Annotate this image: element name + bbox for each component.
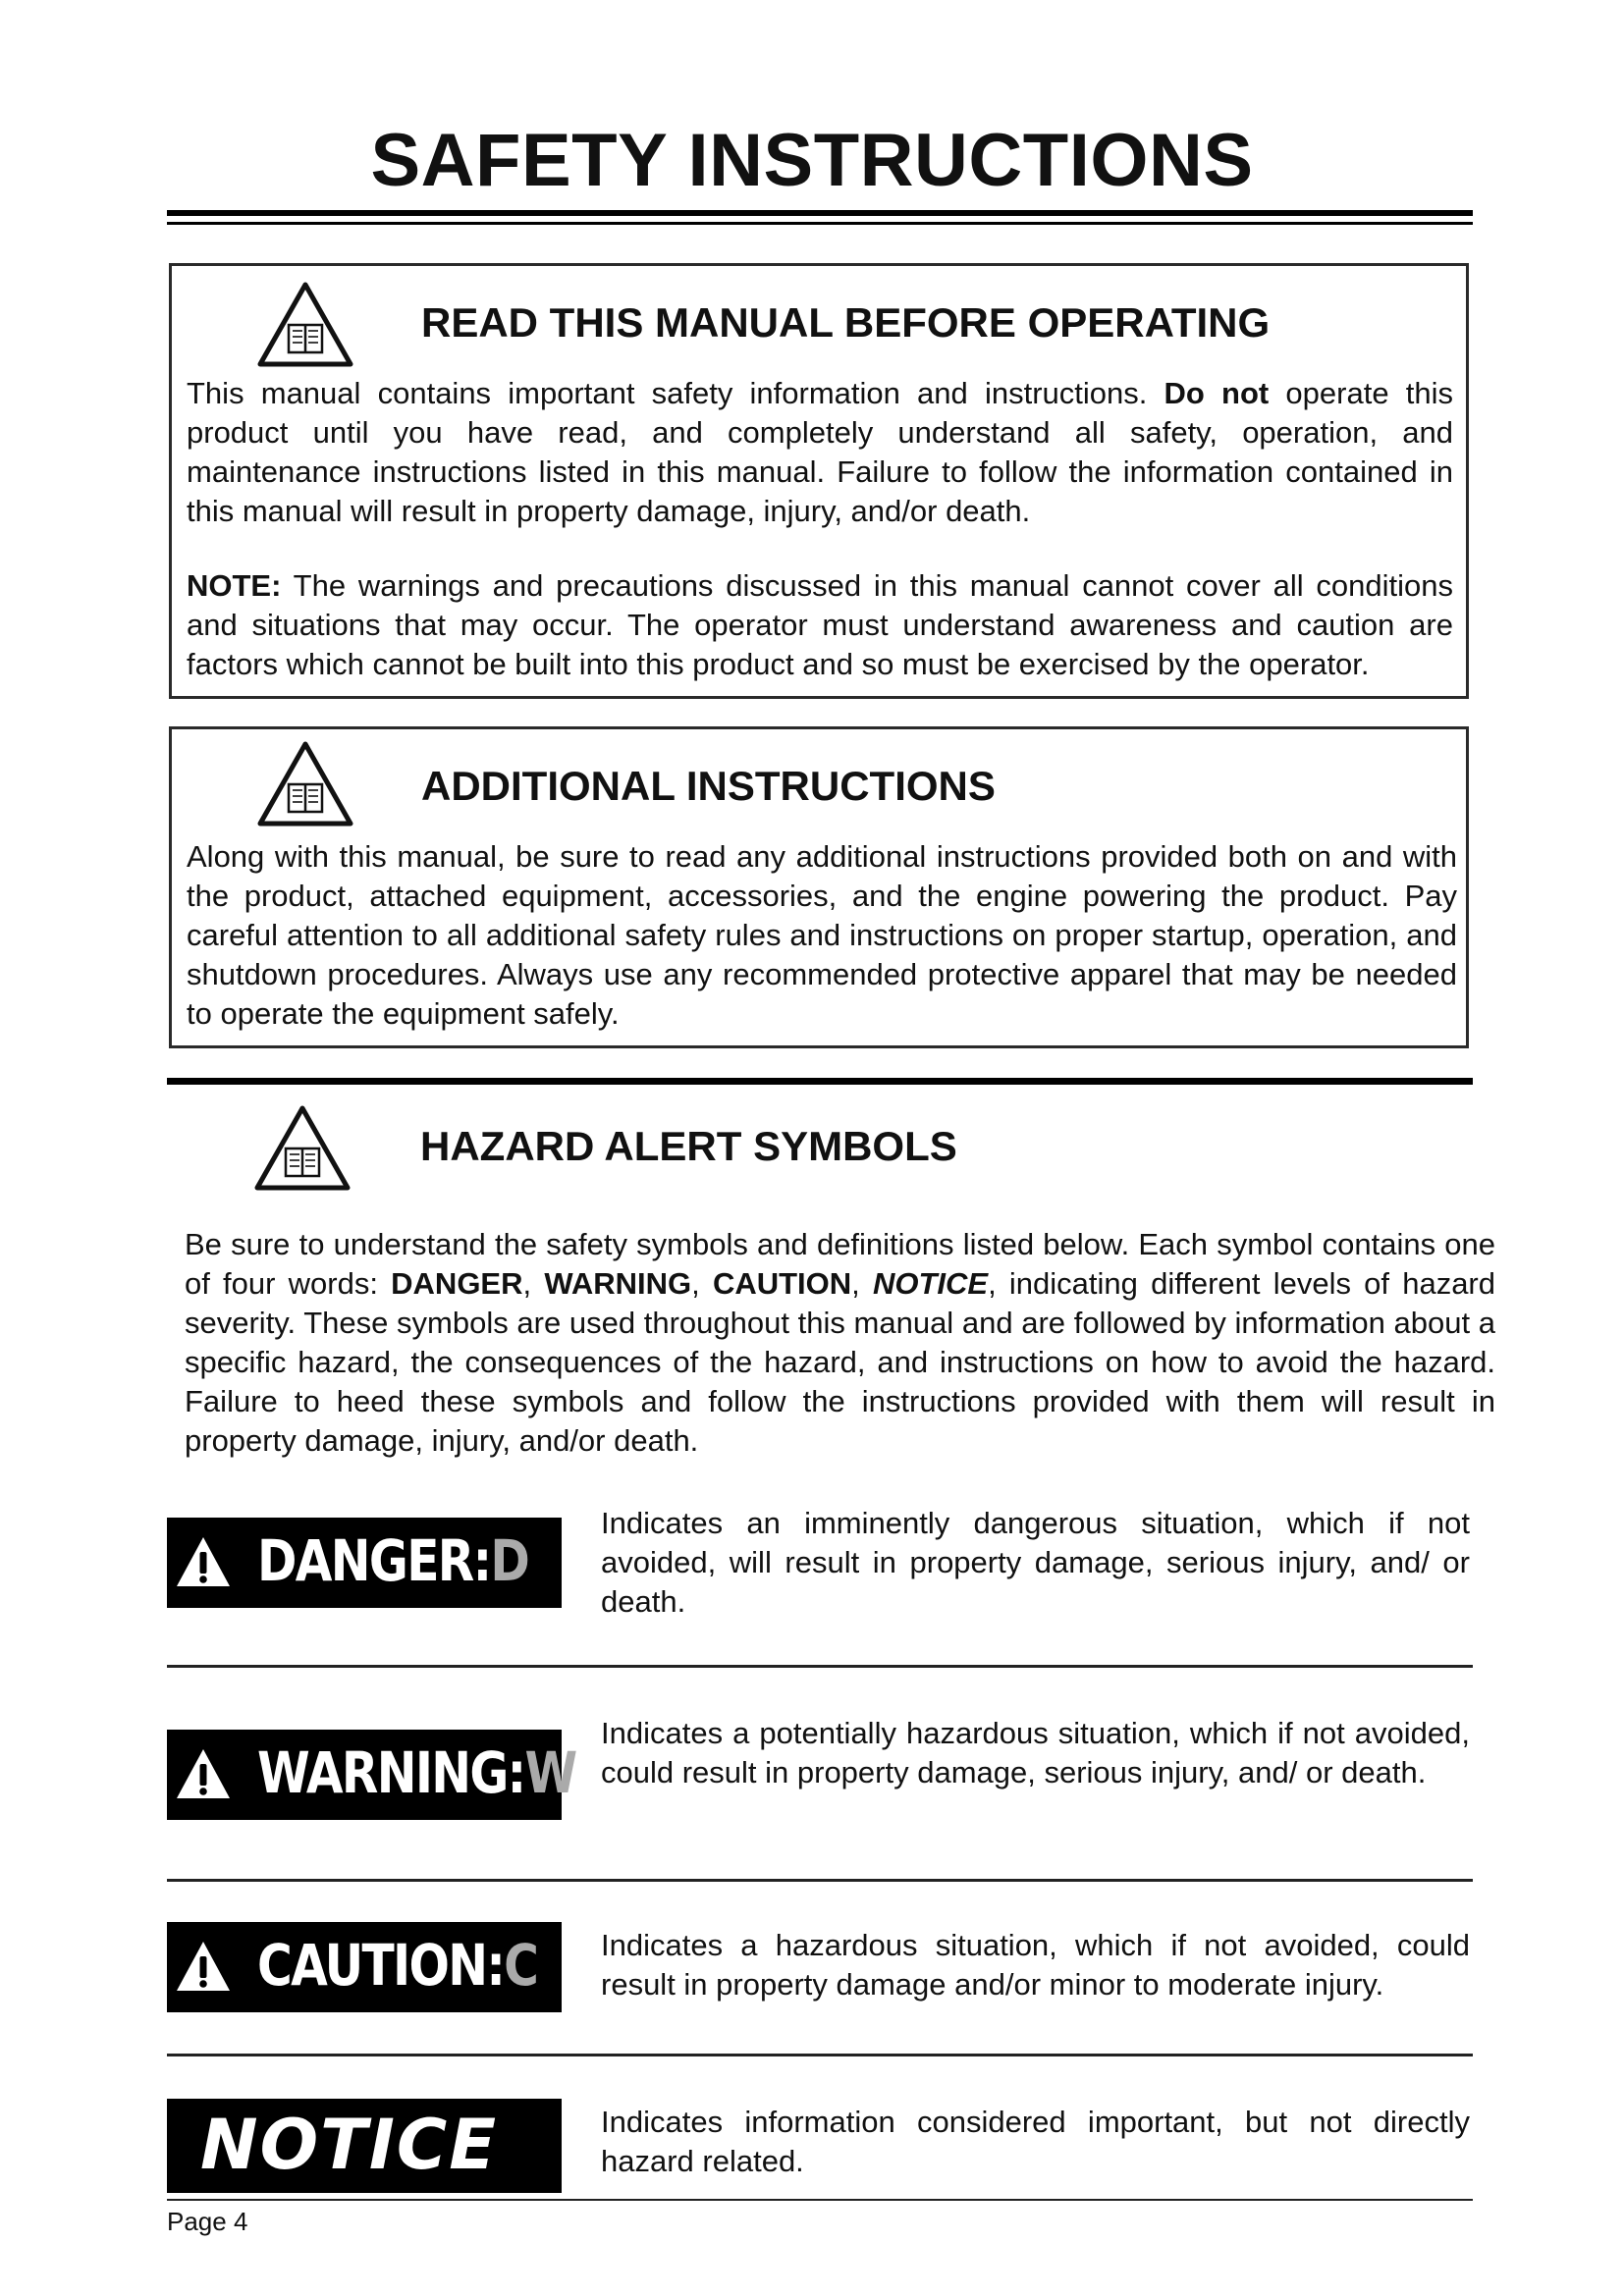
page-title: SAFETY INSTRUCTIONS: [370, 119, 1254, 202]
notice-label: NOTICE: [200, 2105, 499, 2185]
exclamation-triangle-icon: [175, 1747, 232, 1800]
danger-signal-badge: [167, 1518, 562, 1608]
exclamation-triangle-icon: [175, 1940, 232, 1993]
danger-label: DANGER:D: [257, 1527, 529, 1594]
warning-signal-badge: [167, 1730, 576, 1820]
read-manual-paragraph: This manual contains important safety information and instructions. Do not operate this product until you have read, and completely understand all safety, operation, and maintenance instructions listed in this manual. Failure to follow the information contained in this manual will result in property damage, injury, and/or death.: [187, 376, 1453, 528]
note-paragraph: NOTE: The warnings and precautions discussed in this manual cannot cover all conditions and situations that may occur. The operator must understand awareness and caution are factors which cannot be built into this product and so must be exercised by the operator.: [187, 568, 1453, 681]
danger-definition: Indicates an imminently dangerous situation, which if not avoided, will result in property damage, serious injury, and/ or death.: [601, 1506, 1470, 1619]
hazard-section-divider: [167, 1078, 1473, 1085]
manual-book-warning-icon: [256, 739, 354, 828]
caution-separator: [167, 2054, 1473, 2056]
warning-separator: [167, 1879, 1473, 1882]
danger-separator: [167, 1665, 1473, 1668]
read-manual-box: [169, 263, 1469, 699]
notice-definition: Indicates information considered important, but not directly hazard related.: [601, 2105, 1470, 2178]
warning-definition: Indicates a potentially hazardous situation, which if not avoided, could result in property damage, serious injury, and/ or death.: [601, 1716, 1470, 1789]
caution-label: CAUTION:C: [257, 1932, 538, 1999]
title-divider: [167, 210, 1473, 216]
footer-rule: [167, 2199, 1473, 2201]
warning-label: WARNING:W: [257, 1739, 576, 1806]
note-label: NOTE:: [187, 568, 282, 603]
exclamation-triangle-icon: [175, 1535, 232, 1588]
read-manual-heading: READ THIS MANUAL BEFORE OPERATING: [421, 299, 1271, 346]
hazard-intro-paragraph: Be sure to understand the safety symbols and definitions listed below. Each symbol contains one of four words: DANGER, WARNING, CAUTION, NOTICE, indicating different levels of hazard severity. These symbols are used throughout this manual and are followed by information about a specific hazard, the consequences of the hazard, and instructions on how to avoid the hazard. Failure to heed these symbols and follow the instructions provided with them will result in property damage, injury, and/or death.: [185, 1227, 1495, 1458]
manual-book-warning-icon: [253, 1103, 352, 1192]
additional-instructions-paragraph: Along with this manual, be sure to read any additional instructions provided both on and with the product, attached equipment, accessories, and the engine powering the product. Pay careful attention to all additional safety rules and instructions on proper startup, operation, and shutdown procedures. Always use any recommended protective apparel that may be needed to operate the equipment safely.: [187, 839, 1457, 1031]
manual-book-warning-icon: [256, 280, 354, 368]
page-number: Page 4: [167, 2207, 248, 2236]
caution-signal-badge: [167, 1922, 562, 2012]
notice-signal-badge: [167, 2099, 562, 2193]
title-divider-thin: [167, 222, 1473, 225]
hazard-alert-heading: HAZARD ALERT SYMBOLS: [420, 1123, 957, 1169]
caution-definition: Indicates a hazardous situation, which if not avoided, could result in property damage and/or minor to moderate injury.: [601, 1928, 1470, 2002]
additional-instructions-heading: ADDITIONAL INSTRUCTIONS: [421, 763, 996, 809]
additional-instructions-box: [169, 726, 1469, 1048]
